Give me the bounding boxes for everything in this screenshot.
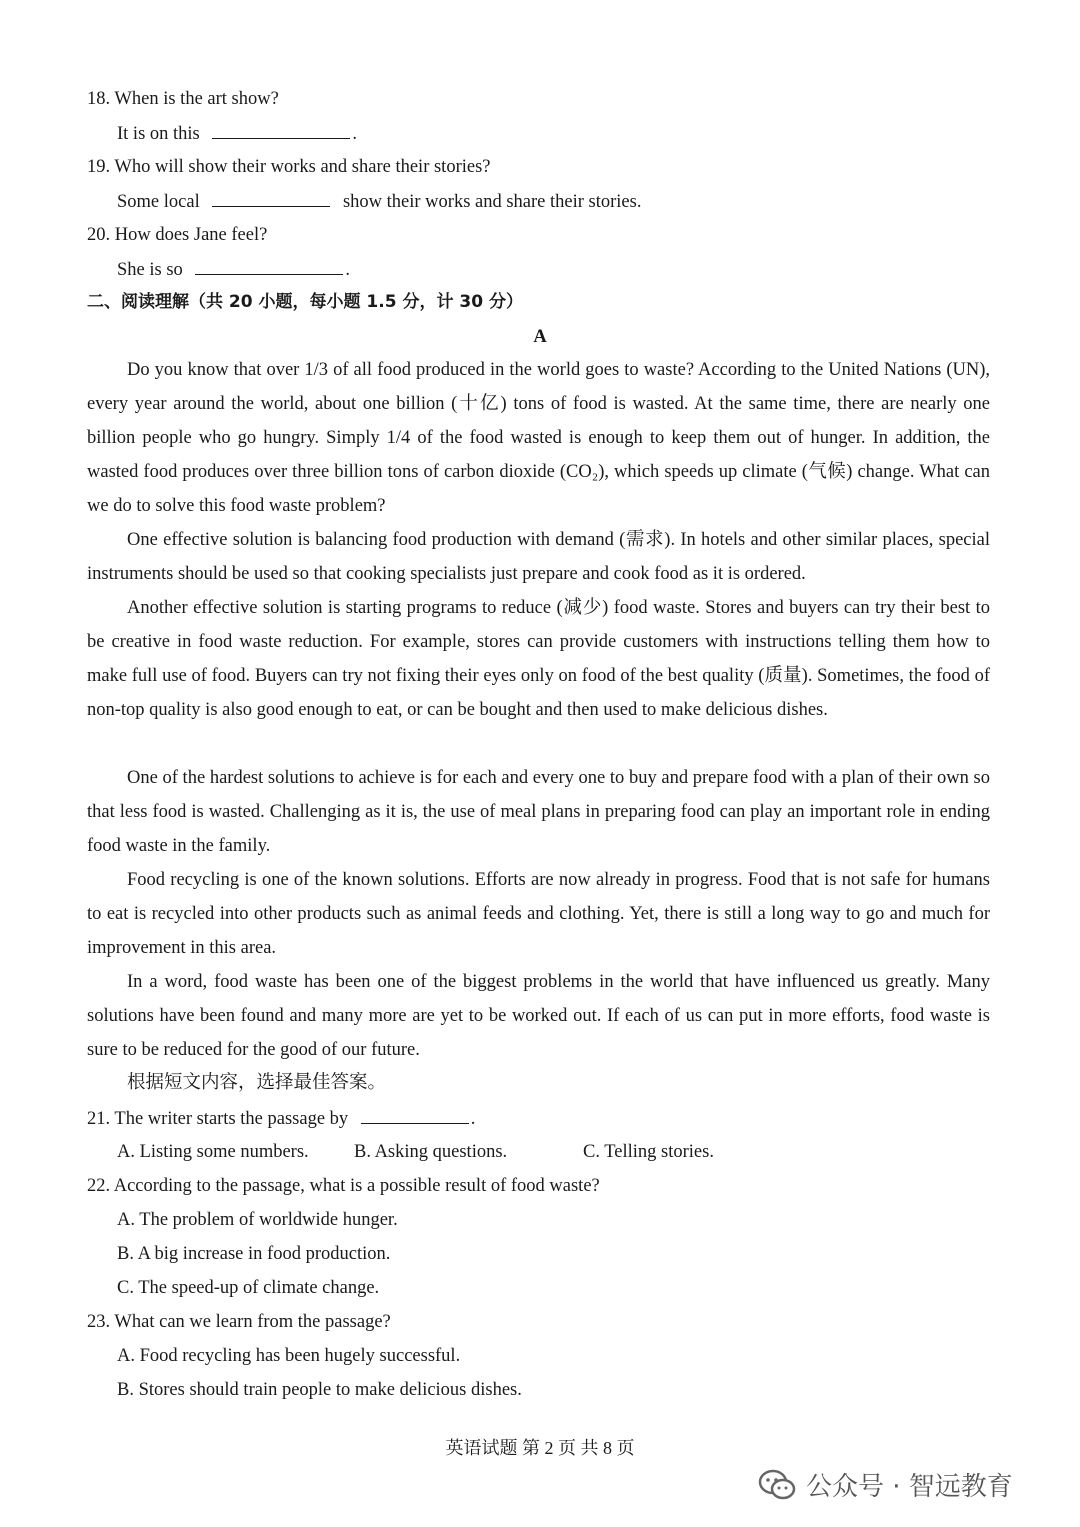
answer-blank[interactable] — [212, 190, 330, 207]
answer-18 — [117, 122, 357, 145]
option-21-b[interactable]: B. Asking questions. — [354, 1142, 508, 1162]
option-22-c[interactable]: C. The speed-up of climate change. — [117, 1278, 380, 1298]
question-20: 20. How does Jane feel? — [87, 225, 268, 245]
answer-blank[interactable] — [195, 258, 343, 275]
answer-20-suffix: . — [345, 260, 351, 280]
section-heading: 二、阅读理解（共 20 小题，每小题 1.5 分，计 30 分） — [87, 292, 523, 312]
answer-19-prefix: Some local — [117, 192, 200, 212]
passage-paragraph: Food recycling is one of the known solutions. Efforts are now already in progress. Food that is not safe for humans to eat is recycled into other products such as animal feeds and clothing. Yet, there is still a long way to go and much for improvement in this area. — [87, 870, 990, 958]
option-23-b[interactable]: B. Stores should train people to make delicious dishes. — [117, 1380, 522, 1400]
watermark-text: 公众号 · 智远教育 — [806, 1472, 1013, 1502]
passage-paragraph: Another effective solution is starting programs to reduce (减少) food waste. Stores and buyers can try their best to be creative in food waste reduction. For example, stores can provide customers with instructions telling them how to make full use of food. Buyers can try not fixing their eyes only on food of the best quality (质量). Sometimes, the food of non-top quality is also good enough to eat, or can be bought and then used to make delicious dishes. — [87, 598, 990, 720]
answer-blank[interactable] — [361, 1107, 469, 1124]
option-21-a[interactable]: A. Listing some numbers. — [117, 1142, 309, 1162]
wechat-icon — [758, 1469, 796, 1501]
option-22-a[interactable]: A. The problem of worldwide hunger. — [117, 1210, 398, 1230]
answer-19 — [117, 190, 641, 213]
answer-18-suffix: . — [352, 124, 357, 144]
question-21 — [87, 1107, 475, 1130]
option-23-a[interactable]: A. Food recycling has been hugely successful. — [117, 1346, 461, 1366]
passage-letter: A — [533, 327, 547, 347]
option-21-c[interactable]: C. Telling stories. — [583, 1142, 714, 1162]
answer-blank[interactable] — [212, 122, 350, 139]
page-footer: 英语试题 第 2 页 共 8 页 — [445, 1438, 635, 1458]
instruction: 根据短文内容，选择最佳答案。 — [127, 1073, 387, 1093]
passage-paragraph: One effective solution is balancing food production with demand (需求). In hotels and other similar places, special instruments should be used so that cooking specialists just prepare and cook food as it is ordered. — [87, 530, 990, 584]
answer-20 — [117, 258, 350, 281]
passage-paragraph: Do you know that over 1/3 of all food produced in the world goes to waste? According to the United Nations (UN), every year around the world, about one billion (十亿) tons of food is wasted. At the same time, there are nearly one billion people who go hungry. Simply 1/4 of the food wasted is enough to keep them out of hunger. In addition, the wasted food produces over three billion tons of carbon dioxide (CO₂), which speeds up climate (气候) change. What can we do to solve this food waste problem? — [87, 360, 990, 516]
question-23: 23. What can we learn from the passage? — [87, 1312, 391, 1332]
passage-paragraph: In a word, food waste has been one of the biggest problems in the world that have influenced us greatly. Many solutions have been found and many more are yet to be worked out. If each of us can put in more efforts, food waste is sure to be reduced for the good of our future. — [87, 972, 990, 1060]
question-21-end: . — [470, 1109, 476, 1129]
answer-19-suffix: show their works and share their stories. — [342, 192, 642, 212]
watermark — [758, 1466, 1013, 1503]
answer-20-prefix: She is so — [117, 260, 183, 280]
question-18: 18. When is the art show? — [87, 89, 279, 109]
passage-paragraph: One of the hardest solutions to achieve is for each and every one to buy and prepare food with a plan of their own so that less food is wasted. Challenging as it is, the use of meal plans in preparing food can play an important role in ending food waste in the family. — [87, 768, 990, 856]
question-19: 19. Who will show their works and share their stories? — [87, 157, 491, 177]
option-22-b[interactable]: B. A big increase in food production. — [117, 1244, 391, 1264]
question-22: 22. According to the passage, what is a possible result of food waste? — [87, 1176, 600, 1196]
answer-18-prefix: It is on this — [117, 124, 200, 144]
question-21-stem: 21. The writer starts the passage by — [87, 1109, 349, 1129]
